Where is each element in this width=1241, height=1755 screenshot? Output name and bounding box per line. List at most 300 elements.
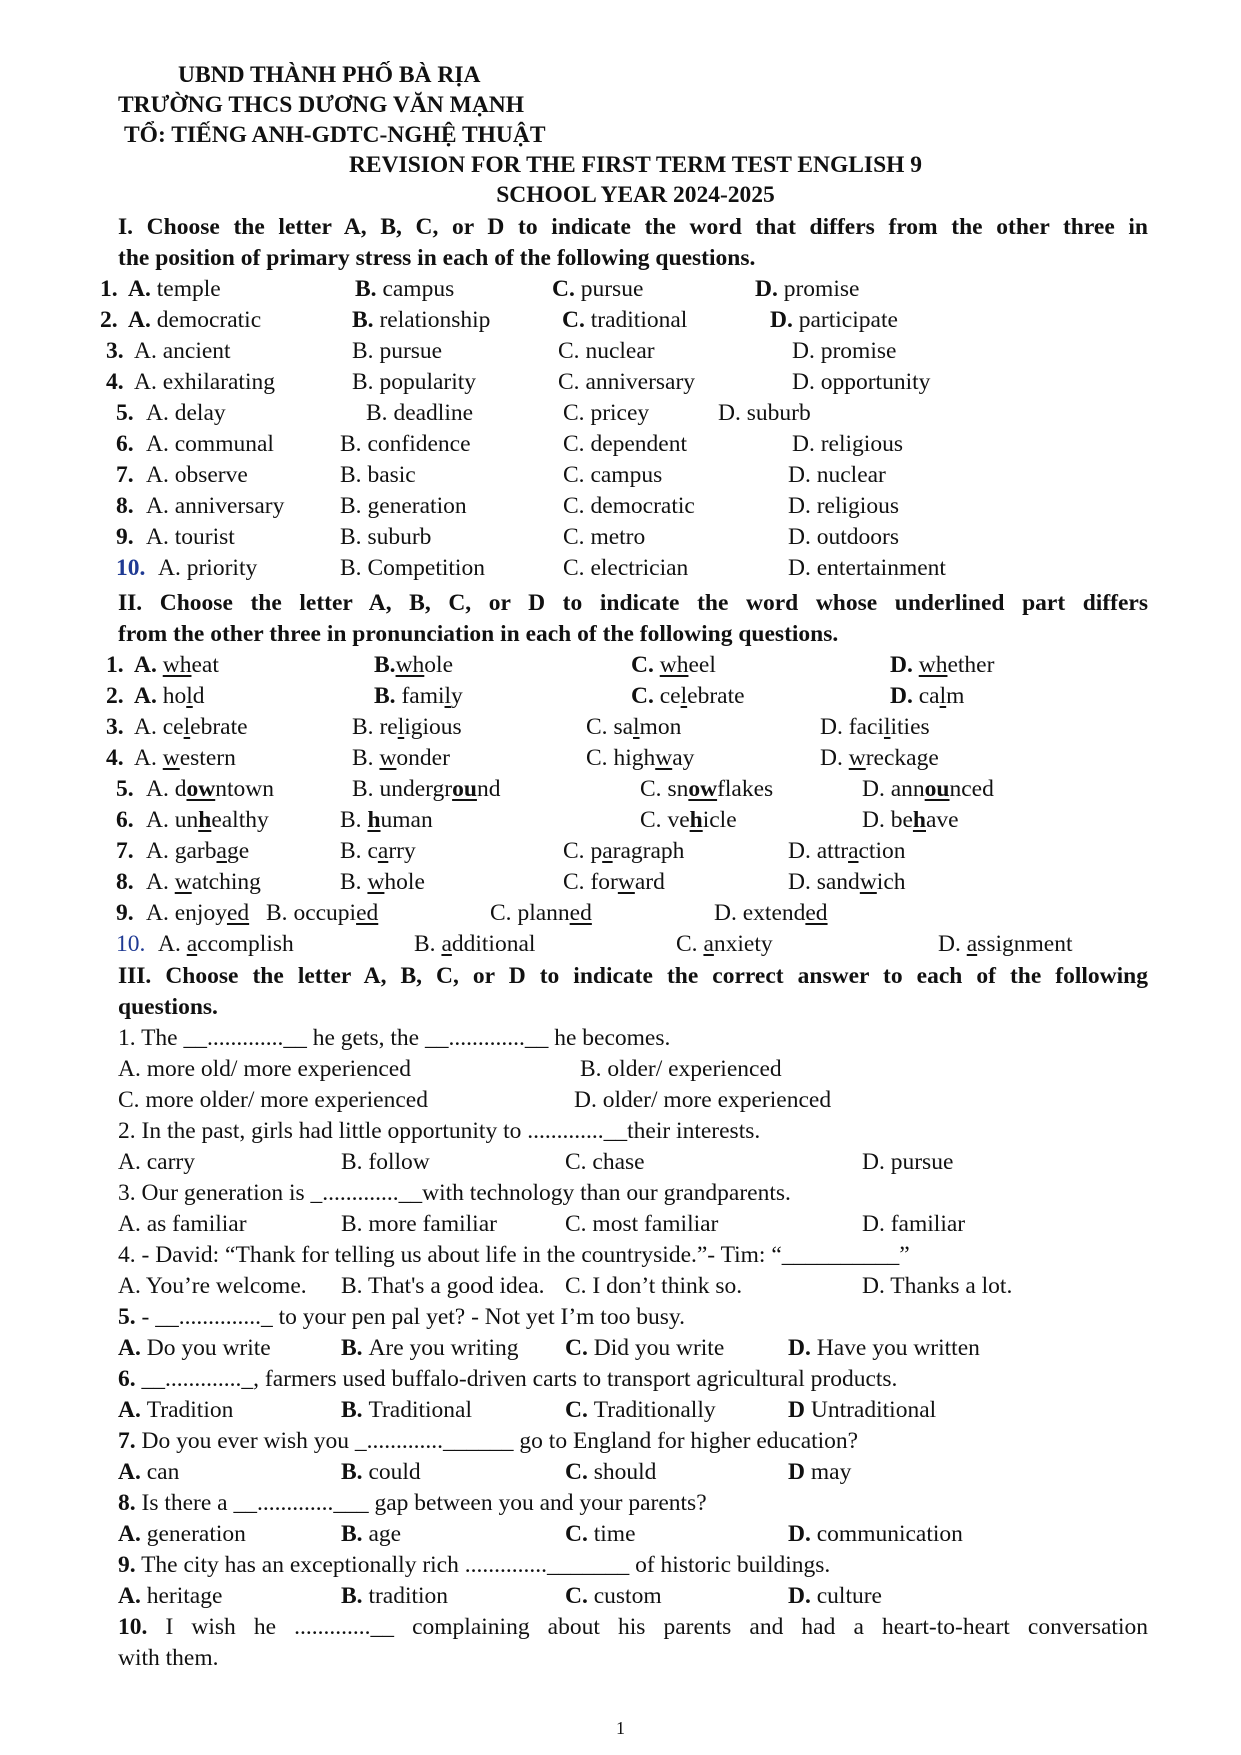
s2-word-prefix: faci <box>848 714 884 740</box>
s2-option-c <box>676 929 773 959</box>
s3-option-text: custom <box>593 1583 662 1609</box>
s3-q6-number: 6. <box>118 1366 136 1392</box>
s3-option-text: heritage <box>146 1583 223 1609</box>
s1-option-d <box>792 367 930 397</box>
s2-option-letter: A. <box>134 683 163 709</box>
s2-option-d <box>890 650 994 680</box>
s1-option-letter: C. <box>563 431 591 457</box>
s3-option-letter: B. <box>341 1335 369 1361</box>
s3-q8-option-c <box>565 1519 636 1549</box>
s3-option-letter: B. <box>341 1583 369 1609</box>
s2-word-underlined-part: l <box>186 683 193 709</box>
s2-question-number: 7. <box>116 838 134 864</box>
s1-option-a <box>146 522 235 552</box>
s2-question-number: 1. <box>106 652 124 678</box>
s2-option-c <box>631 650 716 680</box>
s1-option-letter: B. <box>340 493 368 519</box>
s2-option-b <box>340 867 425 897</box>
s2-word-suffix: eel <box>688 652 716 678</box>
s3-option-letter: D. <box>788 1335 817 1361</box>
s3-q9-option-a <box>118 1581 222 1611</box>
s3-option-text: Tradition <box>146 1397 234 1423</box>
s1-option-d <box>718 398 811 428</box>
s1-option-word: campus <box>590 462 663 488</box>
s2-option-letter: D. <box>862 807 891 833</box>
school-year: SCHOOL YEAR 2024-2025 <box>496 182 775 208</box>
s3-q7-number: 7. <box>118 1428 136 1454</box>
s2-option-b <box>352 712 462 742</box>
s3-q7-option-b <box>341 1457 421 1487</box>
s2-word-underlined-part: l <box>444 683 452 709</box>
s2-word-prefix: for <box>590 869 618 895</box>
s1-option-word: dependent <box>590 431 688 457</box>
s1-option-b <box>352 367 476 397</box>
s3-option-letter: A. <box>118 1459 147 1485</box>
s2-word-suffix: rry <box>388 838 416 864</box>
s1-option-b <box>366 398 473 428</box>
s2-question-number: 3. <box>106 714 124 740</box>
s2-option-letter: C. <box>640 776 668 802</box>
s1-option-c <box>563 491 695 521</box>
s1-option-letter: B. <box>352 307 380 333</box>
s1-option-word: suburb <box>746 400 811 426</box>
s3-q10-stem-line1 <box>118 1612 1148 1642</box>
s2-word-underlined-part: a <box>602 838 613 864</box>
s3-q8-option-a <box>118 1519 246 1549</box>
s3-q7-stem-text: Do you ever wish you _.............______ go to England for higher education? <box>135 1428 859 1454</box>
s2-option-letter: D. <box>820 745 849 771</box>
s2-word-underlined-part: wh <box>918 652 948 678</box>
s2-word-underlined-part: ou <box>452 776 477 802</box>
s2-option-letter: D. <box>788 869 817 895</box>
s2-word-suffix: m <box>946 683 965 709</box>
s2-word-prefix: undergr <box>379 776 453 802</box>
s3-option-text: Traditional <box>368 1397 473 1423</box>
s2-word-suffix: hole <box>384 869 425 895</box>
s1-option-word: entertainment <box>816 555 946 581</box>
s3-option-letter: C. <box>565 1335 594 1361</box>
s2-option-b <box>352 774 500 804</box>
s3-q6-stem <box>118 1364 897 1394</box>
s3-q4-option-d: D. Thanks a lot. <box>862 1273 1013 1299</box>
s2-option-letter: A. <box>146 776 175 802</box>
s1-option-d <box>788 491 899 521</box>
s2-word-prefix: p <box>590 838 603 864</box>
s3-option-text: age <box>368 1521 402 1547</box>
s2-word-suffix: nxiety <box>713 931 773 957</box>
s2-word-underlined-part: l <box>939 683 947 709</box>
s2-word-prefix: sand <box>816 869 860 895</box>
s3-q7-option-a <box>118 1457 179 1487</box>
s3-option-letter: C. <box>565 1583 594 1609</box>
s3-option-text: Did you write <box>593 1335 725 1361</box>
s1-option-d <box>770 305 898 335</box>
s2-word-suffix: uman <box>380 807 433 833</box>
s2-option-c <box>640 774 773 804</box>
s2-word-underlined-part: h <box>912 807 926 833</box>
s2-option-a <box>134 712 248 742</box>
s3-q6-stem-text: __............._, farmers used buffalo-driven carts to transport agricultural products. <box>135 1366 898 1392</box>
s1-option-c <box>558 336 655 366</box>
s3-q9-stem <box>118 1550 830 1580</box>
s3-option-text: may <box>810 1459 852 1485</box>
s2-word-underlined-part: w <box>655 745 673 771</box>
s2-option-d <box>862 805 959 835</box>
s2-option-a <box>134 681 205 711</box>
s3-q10-stem-text: I wish he .............__ complaining about his parents and had a heart-to-heart conversation <box>147 1614 1148 1640</box>
s3-option-letter: A. <box>118 1583 147 1609</box>
s2-word-suffix: d <box>192 683 205 709</box>
s2-option-b <box>374 681 463 711</box>
s2-option-a <box>146 836 249 866</box>
s2-option-b <box>340 805 433 835</box>
s2-word-underlined-part: a <box>966 931 978 957</box>
s1-option-letter: A. <box>134 338 163 364</box>
s1-option-d <box>788 553 946 583</box>
s2-word-underlined-part: l <box>183 714 191 740</box>
s2-option-letter: B. <box>352 776 380 802</box>
s2-option-d <box>862 774 994 804</box>
s2-word-underlined-part: wh <box>162 652 192 678</box>
s3-q2-option-d: D. pursue <box>862 1149 954 1175</box>
s3-q5-stem <box>118 1302 685 1332</box>
s2-option-b <box>352 743 450 773</box>
s2-option-d <box>890 681 964 711</box>
s1-option-word: priority <box>186 555 258 581</box>
s2-word-suffix: ebrate <box>190 714 248 740</box>
s2-option-letter: B. <box>352 745 380 771</box>
s3-option-letter: B. <box>341 1397 369 1423</box>
s2-word-prefix: occupi <box>293 900 357 926</box>
s1-option-b <box>340 491 467 521</box>
s1-option-word: basic <box>367 462 416 488</box>
s3-q1-option-c: C. more older/ more experienced <box>118 1087 428 1113</box>
s3-q8-option-d <box>788 1519 963 1549</box>
s2-word-underlined-part: l <box>397 714 405 740</box>
s1-option-d <box>788 522 899 552</box>
s2-option-letter: D. <box>714 900 743 926</box>
s3-q5-number: 5. <box>118 1304 136 1330</box>
s2-option-letter: C. <box>490 900 518 926</box>
s2-option-letter: B. <box>414 931 442 957</box>
s2-option-letter: A. <box>158 931 187 957</box>
s3-q6-option-b <box>341 1395 472 1425</box>
s2-option-letter: A. <box>134 745 163 771</box>
s1-option-letter: D. <box>788 555 817 581</box>
s2-word-suffix: flakes <box>717 776 774 802</box>
s2-word-suffix: ether <box>947 652 995 678</box>
s3-option-letter: C. <box>565 1459 594 1485</box>
s1-option-word: deadline <box>393 400 474 426</box>
s2-word-suffix: ole <box>424 652 454 678</box>
s2-option-d <box>820 712 930 742</box>
s2-option-letter: C. <box>586 745 614 771</box>
s3-q3-option-b: B. more familiar <box>341 1211 497 1237</box>
s1-option-word: metro <box>590 524 646 550</box>
s2-word-prefix: extend <box>742 900 806 926</box>
s1-option-letter: D. <box>788 493 817 519</box>
s1-option-b <box>352 305 490 335</box>
s1-option-d <box>792 429 903 459</box>
s3-option-letter: B. <box>341 1521 369 1547</box>
s2-question-number: 2. <box>106 683 124 709</box>
s2-question-number: 5. <box>116 776 134 802</box>
s3-q8-stem-text: Is there a __.............___ gap between you and your parents? <box>135 1490 707 1516</box>
s3-option-text: Untraditional <box>810 1397 937 1423</box>
s1-option-c <box>563 429 687 459</box>
s1-option-word: anniversary <box>585 369 696 395</box>
s3-option-letter: D <box>788 1397 811 1423</box>
s3-q10-number: 10. <box>118 1614 148 1640</box>
s1-option-a <box>134 336 231 366</box>
s2-word-suffix: ction <box>858 838 906 864</box>
s3-option-text: time <box>593 1521 636 1547</box>
s3-option-letter: D. <box>788 1583 817 1609</box>
s3-q6-option-d <box>788 1395 936 1425</box>
s1-option-word: pursue <box>379 338 443 364</box>
s2-option-c <box>490 898 592 928</box>
s2-word-prefix: sn <box>667 776 689 802</box>
s2-word-suffix: mon <box>639 714 682 740</box>
header-school: TRƯỜNG THCS DƯƠNG VĂN MẠNH <box>118 92 525 118</box>
s2-option-b <box>266 898 378 928</box>
s2-word-suffix: igious <box>404 714 462 740</box>
s2-option-letter: A. <box>146 900 175 926</box>
s1-option-word: delay <box>174 400 226 426</box>
s1-option-letter: D. <box>770 307 799 333</box>
s1-option-a <box>128 305 261 335</box>
s1-option-letter: C. <box>563 462 591 488</box>
s1-option-c <box>563 398 649 428</box>
s2-word-underlined-part: a <box>216 838 227 864</box>
s2-word-prefix: d <box>174 776 187 802</box>
s2-word-prefix: c <box>367 838 378 864</box>
s2-word-suffix: eat <box>191 652 219 678</box>
s1-option-c <box>558 367 695 397</box>
s3-q9-option-b <box>341 1581 448 1611</box>
s1-option-letter: B. <box>340 524 368 550</box>
s3-q4-option-b: B. That's a good idea. <box>341 1273 545 1299</box>
s2-word-underlined-part: h <box>689 807 703 833</box>
s3-option-letter: B. <box>341 1459 369 1485</box>
s1-option-word: temple <box>156 276 221 302</box>
s2-word-underlined-part: ow <box>186 776 216 802</box>
s3-option-text: culture <box>816 1583 882 1609</box>
s2-option-c <box>586 712 681 742</box>
s3-option-letter: C. <box>565 1521 594 1547</box>
s2-word-suffix: icle <box>702 807 737 833</box>
s1-option-letter: B. <box>352 369 380 395</box>
s2-word-prefix: ho <box>162 683 187 709</box>
s2-word-underlined-part: ed <box>356 900 379 926</box>
s1-option-word: anniversary <box>174 493 285 519</box>
s2-word-suffix: ich <box>876 869 906 895</box>
s2-question-number: 4. <box>106 745 124 771</box>
s1-option-letter: C. <box>563 524 591 550</box>
s1-question-number: 3. <box>106 338 124 364</box>
s1-option-a <box>146 398 226 428</box>
s1-option-d <box>788 460 886 490</box>
s1-option-word: pursue <box>580 276 644 302</box>
s2-word-suffix: estern <box>179 745 236 771</box>
s2-option-letter: B. <box>374 683 402 709</box>
s2-word-suffix: onder <box>396 745 450 771</box>
s3-option-letter: C. <box>565 1397 594 1423</box>
s2-word-suffix: ard <box>634 869 665 895</box>
s1-option-word: traditional <box>590 307 688 333</box>
s1-question-number: 10. <box>116 555 146 581</box>
s1-option-letter: D. <box>718 400 747 426</box>
s2-option-letter: D. <box>938 931 967 957</box>
s2-option-letter: C. <box>676 931 704 957</box>
s1-option-letter: B. <box>355 276 383 302</box>
section2-heading-line1: II. Choose the letter A, B, C, or D to indicate the word whose underlined part differs <box>118 590 1148 616</box>
s1-option-letter: B. <box>340 555 368 581</box>
s1-option-b <box>352 336 442 366</box>
s1-option-letter: A. <box>146 431 175 457</box>
s1-option-b <box>340 553 485 583</box>
s2-word-suffix: ay <box>672 745 695 771</box>
s1-option-word: democratic <box>590 493 695 519</box>
s3-q3-option-d: D. familiar <box>862 1211 966 1237</box>
s1-option-word: nuclear <box>816 462 886 488</box>
s3-option-letter: A. <box>118 1335 147 1361</box>
s2-option-letter: D. <box>862 776 891 802</box>
s2-option-letter: D. <box>820 714 849 740</box>
s1-question-number: 9. <box>116 524 134 550</box>
s1-option-word: exhilarating <box>162 369 275 395</box>
s1-option-word: campus <box>382 276 455 302</box>
s2-word-prefix: ann <box>890 776 925 802</box>
s2-option-c <box>586 743 694 773</box>
s2-word-underlined-part: ed <box>569 900 592 926</box>
s2-word-suffix: reckage <box>865 745 939 771</box>
s2-option-letter: C. <box>563 869 591 895</box>
s2-word-underlined-part: w <box>617 869 635 895</box>
s2-option-letter: C. <box>640 807 668 833</box>
s1-option-letter: D. <box>792 338 821 364</box>
s1-option-word: outdoors <box>816 524 899 550</box>
s2-option-a <box>146 898 249 928</box>
s1-option-letter: B. <box>352 338 380 364</box>
s1-option-word: promise <box>783 276 860 302</box>
s1-option-word: participate <box>798 307 898 333</box>
s2-question-number: 8. <box>116 869 134 895</box>
s2-word-underlined-part: a <box>377 838 389 864</box>
s2-word-suffix: ealthy <box>211 807 269 833</box>
s2-option-letter: A. <box>146 869 175 895</box>
s1-option-letter: A. <box>146 524 175 550</box>
s1-option-word: relationship <box>379 307 491 333</box>
s1-option-word: confidence <box>367 431 471 457</box>
s2-word-underlined-part: w <box>162 745 180 771</box>
s3-q2-option-b: B. follow <box>341 1149 430 1175</box>
s2-option-d <box>820 743 939 773</box>
s3-q4-stem: 4. - David: “Thank for telling us about life in the countryside.”- Tim: “__________” <box>118 1242 910 1268</box>
section2-heading-line2: from the other three in pronunciation in each of the following questions. <box>118 621 839 647</box>
s1-option-letter: A. <box>134 369 163 395</box>
s2-option-letter: D. <box>890 683 919 709</box>
s2-word-underlined-part: w <box>859 869 877 895</box>
s2-option-a <box>146 867 261 897</box>
s3-q6-option-c <box>565 1395 716 1425</box>
s2-option-letter: B. <box>340 869 368 895</box>
s1-option-word: tourist <box>174 524 235 550</box>
s2-option-a <box>134 650 219 680</box>
s2-option-d <box>788 836 906 866</box>
s1-option-letter: C. <box>558 369 586 395</box>
s2-word-suffix: ities <box>890 714 930 740</box>
s3-q8-number: 8. <box>118 1490 136 1516</box>
s1-option-word: popularity <box>379 369 477 395</box>
s3-q9-option-c <box>565 1581 662 1611</box>
s2-option-letter: A. <box>134 714 163 740</box>
s2-word-underlined-part: w <box>379 745 397 771</box>
s3-q5-option-a <box>118 1333 271 1363</box>
s1-question-number: 1. <box>100 276 118 302</box>
s3-q1-option-b: B. older/ experienced <box>580 1056 782 1082</box>
s2-option-letter: B. <box>340 838 368 864</box>
s2-word-prefix: plann <box>517 900 570 926</box>
s2-word-underlined-part: l <box>680 683 688 709</box>
s2-option-letter: C. <box>586 714 614 740</box>
s2-word-prefix: ce <box>659 683 681 709</box>
s2-word-prefix: high <box>613 745 656 771</box>
s1-option-a <box>158 553 257 583</box>
s2-word-underlined-part: a <box>703 931 714 957</box>
s2-option-c <box>563 836 684 866</box>
s1-option-letter: A. <box>146 493 175 519</box>
s2-question-number: 6. <box>116 807 134 833</box>
s2-word-suffix: ntown <box>215 776 274 802</box>
s1-option-b <box>340 522 431 552</box>
s1-question-number: 5. <box>116 400 134 426</box>
s1-option-letter: A. <box>146 400 175 426</box>
s1-option-word: generation <box>367 493 467 519</box>
s1-option-word: observe <box>174 462 248 488</box>
s2-word-suffix: ge <box>226 838 250 864</box>
s3-q5-option-c <box>565 1333 724 1363</box>
document-title: REVISION FOR THE FIRST TERM TEST ENGLISH 9 <box>348 152 923 178</box>
s1-option-letter: C. <box>563 400 591 426</box>
s2-word-suffix: y <box>451 683 463 709</box>
s1-question-number: 7. <box>116 462 134 488</box>
s1-option-a <box>146 460 248 490</box>
s2-word-suffix: ccomplish <box>197 931 294 957</box>
s2-word-underlined-part: ow <box>688 776 718 802</box>
s3-q9-number: 9. <box>118 1552 136 1578</box>
s3-q3-option-a: A. as familiar <box>118 1211 247 1237</box>
s1-option-letter: A. <box>128 276 157 302</box>
s2-option-letter: A. <box>146 838 175 864</box>
s1-option-letter: C. <box>552 276 581 302</box>
s1-option-c <box>562 305 687 335</box>
s3-q4-option-c: C. I don’t think so. <box>565 1273 743 1299</box>
s1-option-letter: B. <box>340 431 368 457</box>
s3-q7-option-d <box>788 1457 851 1487</box>
s3-option-letter: A. <box>118 1521 147 1547</box>
s2-option-c <box>563 867 665 897</box>
s2-option-letter: C. <box>563 838 591 864</box>
s1-option-word: democratic <box>156 307 262 333</box>
s2-option-a <box>158 929 294 959</box>
s3-option-text: Traditionally <box>593 1397 716 1423</box>
s3-q9-stem-text: The city has an exceptionally rich .............._______ of historic buildings. <box>135 1552 831 1578</box>
s2-option-letter: B. <box>266 900 294 926</box>
s2-question-number: 9. <box>116 900 134 926</box>
s3-q10-stem-line2: with them. <box>118 1645 219 1671</box>
s2-word-prefix: garb <box>174 838 217 864</box>
